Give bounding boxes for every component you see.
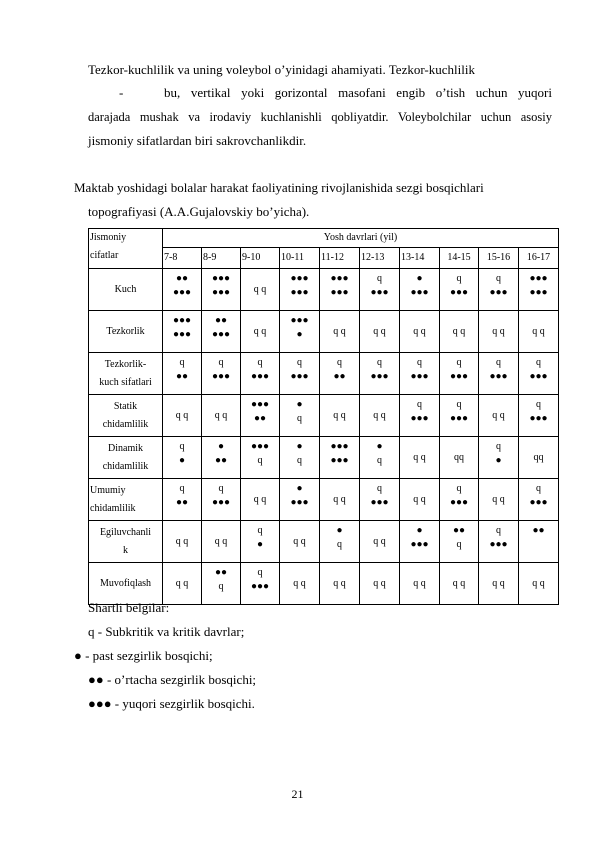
legend-item-low: ● - past sezgirlik bosqichi; bbox=[74, 648, 213, 663]
sensitivity-cell bbox=[320, 269, 360, 311]
sensitivity-mark: q bbox=[257, 455, 263, 466]
sensitivity-mark: ●●● bbox=[449, 287, 469, 298]
sensitivity-mark: q q bbox=[492, 493, 505, 505]
intro-line-3: darajada mushak va irodaviy kuchlanishli qobliyatdir. Voleybolchilar uchun asosiy bbox=[88, 110, 552, 124]
sensitivity-mark: q q bbox=[333, 325, 346, 337]
sensitivity-mark: q q bbox=[373, 577, 386, 589]
sensitivity-cell bbox=[320, 479, 360, 521]
sensitivity-mark: q bbox=[536, 399, 542, 410]
sensitivity-mark: ●●● bbox=[211, 273, 231, 284]
sensitivity-cell bbox=[320, 437, 360, 479]
quality-label bbox=[89, 437, 163, 479]
sensitivity-cell bbox=[202, 437, 241, 479]
sensitivity-mark: q bbox=[257, 525, 263, 536]
sensitivity-cell bbox=[440, 437, 479, 479]
sensitivity-mark: q bbox=[377, 455, 382, 466]
intro-line-2: bu, vertikal yoki gorizontal masofani engib o’tish uchun yuqori bbox=[164, 85, 552, 100]
sensitivity-mark: ● bbox=[495, 455, 502, 466]
quality-label-line: Dinamik bbox=[108, 442, 143, 454]
sensitivity-mark: q bbox=[456, 539, 462, 550]
sensitivity-mark: q q bbox=[413, 325, 426, 337]
table-row bbox=[89, 395, 559, 437]
sensitivity-mark: q bbox=[536, 357, 542, 368]
sensitivity-mark: q bbox=[536, 483, 542, 494]
sensitivity-mark: ●●● bbox=[449, 413, 469, 424]
sensitivity-cell bbox=[519, 563, 559, 605]
sensitivity-mark: ● bbox=[256, 539, 264, 550]
sensitivity-mark: ●●● bbox=[330, 273, 349, 284]
sensitivity-mark: q q bbox=[492, 409, 505, 421]
quality-label bbox=[89, 479, 163, 521]
sensitivity-mark: ●● bbox=[253, 413, 267, 424]
quality-label-line: chidamlilik bbox=[102, 460, 149, 472]
table-row bbox=[89, 311, 559, 353]
sensitivity-mark: ●●● bbox=[489, 371, 508, 382]
sensitivity-cell bbox=[280, 563, 320, 605]
sensitivity-mark: q q bbox=[413, 451, 426, 463]
sensitivity-mark: q q bbox=[214, 409, 228, 421]
quality-label-line: chidamlilik bbox=[90, 502, 136, 514]
age-header-cell: 15-16 bbox=[479, 248, 519, 269]
sensitivity-mark: ●●● bbox=[370, 371, 389, 382]
sensitivity-cell bbox=[440, 479, 479, 521]
sensitivity-cell bbox=[400, 437, 440, 479]
intro-line-2-dash: - bbox=[119, 85, 124, 100]
quality-label-line: kuch sifatlari bbox=[99, 376, 152, 388]
sensitivity-mark: ●●● bbox=[211, 287, 231, 298]
sensitivity-mark: ●●● bbox=[290, 315, 309, 326]
quality-label-line: k bbox=[123, 544, 128, 556]
sensitivity-mark: q q bbox=[175, 577, 189, 589]
sensitivity-cell bbox=[320, 395, 360, 437]
sensitivity-mark: ●●● bbox=[250, 399, 270, 410]
sensitivity-cell bbox=[163, 437, 202, 479]
sensitivity-cell bbox=[400, 353, 440, 395]
sensitivity-mark: q q bbox=[492, 577, 505, 589]
sensitivity-mark: ●●● bbox=[370, 287, 389, 298]
sensitivity-cell bbox=[202, 395, 241, 437]
sensitivity-cell bbox=[202, 353, 241, 395]
sensitivity-cell bbox=[241, 479, 280, 521]
sensitivity-cell bbox=[519, 521, 559, 563]
sensitivity-mark: ●●● bbox=[330, 441, 349, 452]
sensitivity-mark: ●●● bbox=[529, 273, 548, 284]
sensitivity-cell bbox=[241, 269, 280, 311]
sensitivity-mark: q bbox=[456, 483, 462, 494]
sensitivity-mark: q bbox=[179, 441, 185, 452]
sensitivity-mark: q q bbox=[293, 535, 306, 547]
sensitivity-mark: ●●● bbox=[370, 497, 389, 508]
sensitivity-mark: ●● bbox=[532, 525, 545, 536]
sensitivity-cell bbox=[479, 521, 519, 563]
sensitivity-mark: ● bbox=[376, 441, 383, 452]
sensitivity-cell bbox=[400, 521, 440, 563]
sensitivity-cell bbox=[320, 311, 360, 353]
sensitivity-mark: ●●● bbox=[449, 371, 469, 382]
sensitivity-cell bbox=[280, 479, 320, 521]
sensitivity-mark: ●●● bbox=[290, 497, 309, 508]
sensitivity-mark: ●●● bbox=[529, 497, 548, 508]
sensitivity-cell bbox=[280, 521, 320, 563]
sensitivity-mark: q bbox=[456, 399, 462, 410]
sensitivity-mark: ●●● bbox=[529, 371, 548, 382]
sensitivity-cell bbox=[360, 479, 400, 521]
sensitivity-mark: ● bbox=[416, 273, 423, 284]
sensitivity-mark: q q bbox=[253, 325, 267, 337]
age-header-cell: 14-15 bbox=[440, 248, 479, 269]
sensitivity-mark: ●●● bbox=[250, 441, 270, 452]
sensitivity-mark: q bbox=[417, 357, 422, 368]
sensitivity-cell bbox=[202, 479, 241, 521]
sensitivity-mark: ●● bbox=[175, 371, 189, 382]
sensitivity-mark: q q bbox=[293, 577, 306, 589]
sensitivity-cell bbox=[400, 395, 440, 437]
sensitivity-mark: ●●● bbox=[489, 539, 508, 550]
sensitivity-mark: ●●● bbox=[172, 287, 192, 298]
sensitivity-mark: qq bbox=[533, 451, 544, 463]
sensitivity-mark: q q bbox=[333, 409, 346, 421]
corner-header bbox=[89, 229, 163, 269]
sensitivity-cell bbox=[440, 269, 479, 311]
sensitivity-mark: ●●● bbox=[449, 497, 469, 508]
sensitivity-mark: q q bbox=[214, 535, 228, 547]
sensitivity-cell bbox=[519, 311, 559, 353]
sensitivity-cell bbox=[400, 563, 440, 605]
sensitivity-cell bbox=[479, 269, 519, 311]
sensitivity-mark: q q bbox=[452, 577, 466, 589]
sensitivity-mark: q q bbox=[373, 535, 386, 547]
sensitivity-mark: q bbox=[297, 455, 302, 466]
intro-line-4: jismoniy sifatlardan biri sakrovchanlikdir. bbox=[88, 133, 307, 148]
legend-item-medium: ●● - o’rtacha sezgirlik bosqichi; bbox=[88, 672, 257, 687]
sensitivity-mark: ●●● bbox=[410, 413, 429, 424]
sensitivity-mark: ●● bbox=[175, 497, 189, 508]
sensitivity-mark: q bbox=[377, 273, 382, 284]
quality-label-line: Egiluvchanli bbox=[99, 526, 152, 538]
sensitivity-mark: ●●● bbox=[489, 287, 508, 298]
sensitivity-cell bbox=[440, 563, 479, 605]
quality-label-line: chidamlilik bbox=[102, 418, 149, 430]
intro-line-1: Tezkor-kuchlilik va uning voleybol o’yinidagi ahamiyati. Tezkor-kuchlilik bbox=[88, 62, 475, 77]
sensitivity-mark: q bbox=[297, 357, 302, 368]
sensitivity-mark: q bbox=[456, 273, 462, 284]
sensitivity-mark: q q bbox=[452, 325, 466, 337]
legend-item-high: ●●● - yuqori sezgirlik bosqichi. bbox=[88, 696, 255, 711]
sensitivity-mark: qq bbox=[454, 451, 464, 463]
sensitivity-mark: q bbox=[337, 357, 342, 368]
quality-label-line: Statik bbox=[113, 400, 138, 412]
sensitivity-cell bbox=[241, 437, 280, 479]
sensitivity-mark: q bbox=[337, 539, 342, 550]
sensitivity-mark: ●● bbox=[452, 525, 466, 536]
sensitivity-mark: q q bbox=[175, 409, 189, 421]
quality-label bbox=[89, 353, 163, 395]
sensitivity-cell bbox=[360, 311, 400, 353]
sensitivity-cell bbox=[440, 521, 479, 563]
quality-label bbox=[89, 311, 163, 353]
sensitivity-mark: ● bbox=[336, 525, 343, 536]
sensitivity-cell bbox=[479, 437, 519, 479]
table-title-line-1: Maktab yoshidagi bolalar harakat faoliyatining rivojlanishida sezgi bosqichlari bbox=[74, 180, 484, 195]
quality-label-line: Muvofiqlash bbox=[99, 577, 152, 589]
sensitivity-mark: ●●● bbox=[410, 539, 429, 550]
sensitivity-mark: ●●● bbox=[211, 329, 231, 340]
sensitivity-mark: q bbox=[257, 567, 263, 578]
legend-title: Shartli belgilar: bbox=[88, 600, 170, 615]
sensitivity-cell bbox=[479, 563, 519, 605]
sensitivity-mark: ●● bbox=[214, 455, 228, 466]
sensitivity-mark: ● bbox=[296, 441, 303, 452]
sensitivity-mark: ●●● bbox=[529, 287, 548, 298]
sensitivity-mark: q q bbox=[492, 325, 505, 337]
sensitivity-mark: ● bbox=[416, 525, 423, 536]
sensitivity-cell bbox=[202, 563, 241, 605]
sensitivity-cell bbox=[241, 311, 280, 353]
sensitivity-mark: q q bbox=[532, 325, 545, 337]
sensitivity-mark: q bbox=[218, 483, 224, 494]
sensitivity-cell bbox=[280, 395, 320, 437]
sensitivity-mark: ●●● bbox=[211, 371, 231, 382]
sensitivity-cell bbox=[360, 395, 400, 437]
sensitivity-mark: q bbox=[257, 357, 263, 368]
sensitivity-cell bbox=[163, 269, 202, 311]
sensitivity-cell bbox=[519, 395, 559, 437]
table-row bbox=[89, 437, 559, 479]
sensitivity-mark: q bbox=[179, 483, 185, 494]
sensitivity-cell bbox=[360, 353, 400, 395]
sensitivity-cell bbox=[320, 353, 360, 395]
sensitivity-mark: q q bbox=[532, 577, 545, 589]
age-header-cell: 10-11 bbox=[280, 248, 320, 269]
sensitivity-cell bbox=[400, 479, 440, 521]
sensitivity-mark: ●● bbox=[214, 315, 228, 326]
sensitivity-cell bbox=[202, 521, 241, 563]
corner-header-line-2: cifatlar bbox=[90, 250, 119, 261]
quality-label-line: Kuch bbox=[114, 283, 137, 295]
sensitivity-mark: ●●● bbox=[250, 581, 270, 592]
sensitivity-cell bbox=[280, 437, 320, 479]
sensitivity-cell bbox=[202, 269, 241, 311]
sensitivity-mark: q q bbox=[333, 493, 346, 505]
age-header-cell: 7-8 bbox=[163, 248, 202, 269]
table-row bbox=[89, 479, 559, 521]
sensitivity-cell bbox=[519, 353, 559, 395]
sensitivity-mark: q bbox=[297, 413, 302, 424]
sensitivity-cell bbox=[163, 521, 202, 563]
sensitivity-mark: ● bbox=[296, 483, 303, 494]
sensitivity-mark: q q bbox=[175, 535, 189, 547]
sensitivity-mark: q bbox=[218, 357, 224, 368]
table-row bbox=[89, 269, 559, 311]
sensitivity-cell bbox=[241, 521, 280, 563]
sensitivity-cell bbox=[360, 521, 400, 563]
age-header-cell: 12-13 bbox=[360, 248, 400, 269]
sensitivity-cell bbox=[280, 353, 320, 395]
sensitivity-cell bbox=[479, 479, 519, 521]
sensitivity-cell bbox=[241, 395, 280, 437]
sensitivity-cell bbox=[519, 479, 559, 521]
sensitivity-cell bbox=[479, 353, 519, 395]
quality-label bbox=[89, 395, 163, 437]
sensitivity-mark: ●●● bbox=[529, 413, 548, 424]
sensitivity-mark: ●● bbox=[333, 371, 346, 382]
sensitivity-cell bbox=[320, 521, 360, 563]
corner-header-line-1: Jismoniy bbox=[90, 232, 127, 243]
sensitivity-cell bbox=[163, 311, 202, 353]
sensitivity-mark: ●●● bbox=[290, 371, 309, 382]
sensitivity-mark: ●●● bbox=[250, 371, 270, 382]
sensitivity-mark: q bbox=[496, 357, 501, 368]
sensitivity-table bbox=[88, 228, 559, 605]
sensitivity-cell bbox=[400, 311, 440, 353]
sensitivity-mark: q bbox=[496, 441, 501, 452]
sensitivity-mark: q bbox=[179, 357, 185, 368]
sensitivity-mark: q bbox=[496, 525, 501, 536]
sensitivity-mark: q bbox=[496, 273, 501, 284]
age-header-cell: 16-17 bbox=[519, 248, 559, 269]
sensitivity-cell bbox=[519, 269, 559, 311]
sensitivity-mark: ●●● bbox=[172, 315, 192, 326]
sensitivity-mark: q bbox=[377, 483, 382, 494]
sensitivity-mark: ● bbox=[217, 441, 225, 452]
sensitivity-cell bbox=[519, 437, 559, 479]
sensitivity-cell bbox=[360, 269, 400, 311]
sensitivity-mark: ●●● bbox=[410, 371, 429, 382]
sensitivity-cell bbox=[479, 311, 519, 353]
sensitivity-cell bbox=[241, 353, 280, 395]
sensitivity-cell bbox=[360, 437, 400, 479]
quality-label-line: Tezkorlik- bbox=[104, 358, 147, 370]
sensitivity-mark: ●● bbox=[214, 567, 228, 578]
quality-label-line: Umumiy bbox=[90, 484, 126, 496]
sensitivity-mark: ● bbox=[296, 329, 303, 340]
sensitivity-mark: ●●● bbox=[330, 455, 349, 466]
quality-label bbox=[89, 269, 163, 311]
sensitivity-mark: ● bbox=[178, 455, 186, 466]
sensitivity-mark: ●●● bbox=[172, 329, 192, 340]
sensitivity-mark: ●●● bbox=[290, 287, 309, 298]
quality-label bbox=[89, 521, 163, 563]
age-header-cell: 13-14 bbox=[400, 248, 440, 269]
age-header-cell: 9-10 bbox=[241, 248, 280, 269]
sensitivity-mark: q q bbox=[253, 493, 267, 505]
sensitivity-mark: q bbox=[456, 357, 462, 368]
quality-label-line: Tezkorlik bbox=[106, 325, 145, 337]
sensitivity-cell bbox=[280, 269, 320, 311]
page-number: 21 bbox=[291, 787, 304, 801]
table-title-line-2: topografiyasi (A.A.Gujalovskiy bo’yicha). bbox=[88, 204, 310, 219]
sensitivity-cell bbox=[163, 479, 202, 521]
sensitivity-cell bbox=[360, 563, 400, 605]
sensitivity-cell bbox=[320, 563, 360, 605]
legend-item-subcritical: q - Subkritik va kritik davrlar; bbox=[88, 624, 245, 639]
sensitivity-cell bbox=[280, 311, 320, 353]
sensitivity-cell bbox=[440, 353, 479, 395]
table-row bbox=[89, 353, 559, 395]
sensitivity-mark: q bbox=[377, 357, 382, 368]
sensitivity-mark: q q bbox=[413, 577, 426, 589]
sensitivity-cell bbox=[400, 269, 440, 311]
age-group-header: Yosh davrlari (yil) bbox=[163, 229, 559, 248]
sensitivity-mark: ●●● bbox=[330, 287, 349, 298]
sensitivity-cell bbox=[202, 311, 241, 353]
sensitivity-mark: ●● bbox=[175, 273, 189, 284]
sensitivity-mark: q q bbox=[333, 577, 346, 589]
sensitivity-mark: ● bbox=[296, 399, 303, 410]
sensitivity-mark: q q bbox=[373, 325, 386, 337]
sensitivity-cell bbox=[440, 395, 479, 437]
sensitivity-mark: q q bbox=[373, 409, 386, 421]
sensitivity-cell bbox=[440, 311, 479, 353]
sensitivity-cell bbox=[163, 395, 202, 437]
age-header-cell: 11-12 bbox=[320, 248, 360, 269]
sensitivity-mark: q bbox=[218, 581, 224, 592]
sensitivity-cell bbox=[479, 395, 519, 437]
sensitivity-mark: q bbox=[417, 399, 422, 410]
table-row bbox=[89, 521, 559, 563]
sensitivity-mark: q q bbox=[253, 283, 267, 295]
sensitivity-mark: ●●● bbox=[410, 287, 429, 298]
sensitivity-cell bbox=[163, 353, 202, 395]
sensitivity-mark: ●●● bbox=[290, 273, 309, 284]
sensitivity-mark: ●●● bbox=[211, 497, 231, 508]
sensitivity-cell bbox=[241, 563, 280, 605]
sensitivity-mark: q q bbox=[413, 493, 426, 505]
age-header-cell: 8-9 bbox=[202, 248, 241, 269]
